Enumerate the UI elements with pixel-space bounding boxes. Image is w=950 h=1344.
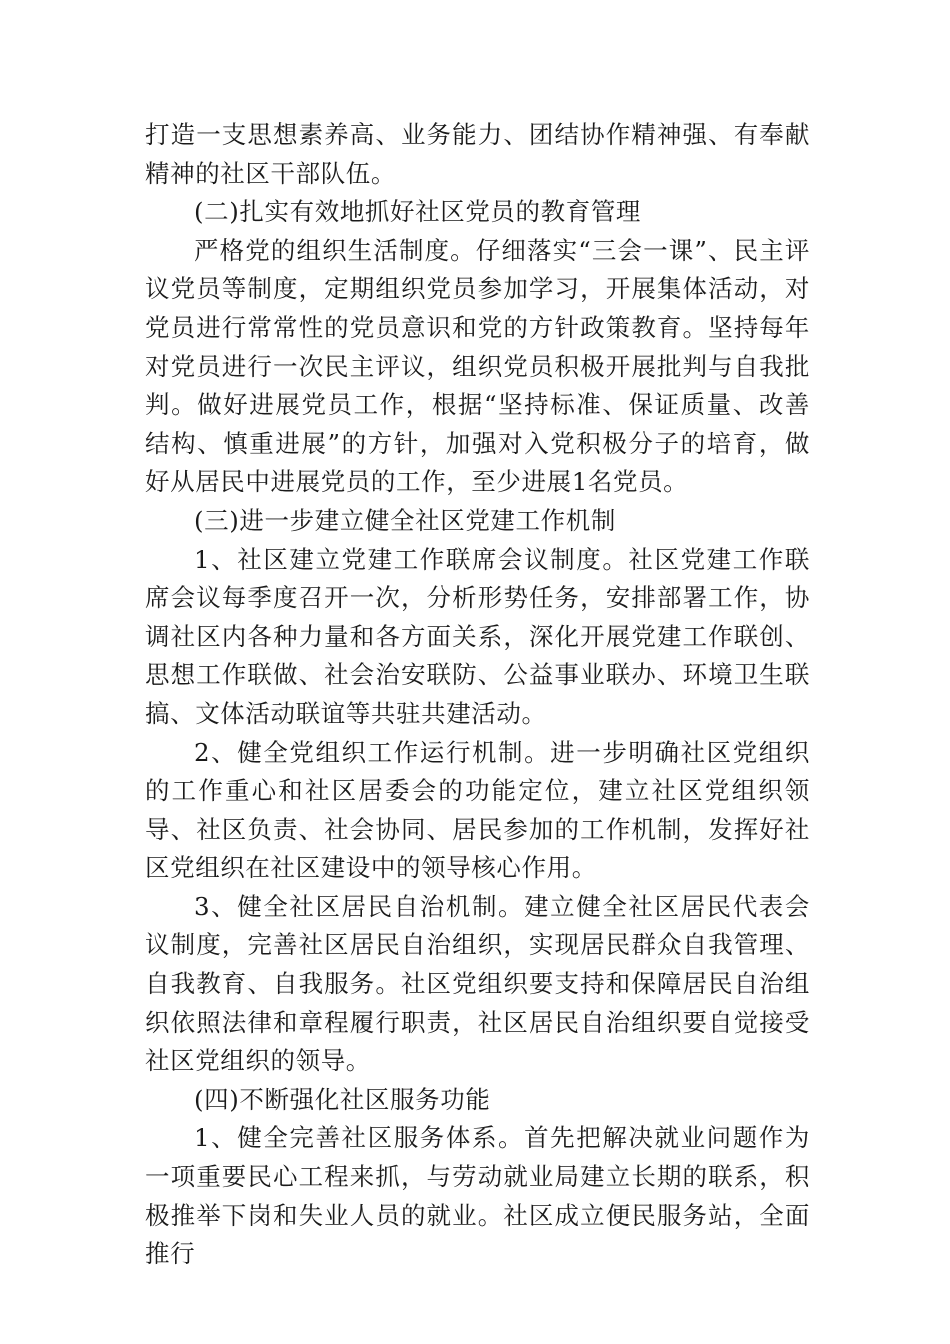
paragraph-joint-meeting-system: 1、社区建立党建工作联席会议制度。社区党建工作联席会议每季度召开一次，分析形势任务，安排部署工作，协调社区内各种力量和各方面关系，深化开展党建工作联创、思想工作联做、社会治安联防、公益事业联办、环境卫生联搞、文体活动联谊等共驻共建活动。 <box>145 544 810 728</box>
paragraph-continuation: 打造一支思想素养高、业务能力、团结协作精神强、有奉献精神的社区干部队伍。 <box>145 120 810 188</box>
section-heading-3: (三)进一步建立健全社区党建工作机制 <box>194 505 616 535</box>
paragraph-operation-mechanism: 2、健全党组织工作运行机制。进一步明确社区党组织的工作重心和社区居委会的功能定位，建立社区党组织领导、社区负责、社会协同、居民参加的工作机制，发挥好社区党组织在社区建设中的领导核心作用。 <box>145 737 810 883</box>
document-body <box>145 116 810 1274</box>
paragraph-party-member-education: 严格党的组织生活制度。仔细落实“三会一课”、民主评议党员等制度，定期组织党员参加学习，开展集体活动，对党员进行常常性的党员意识和党的方针政策教育。坚持每年对党员进行一次民主评议，组织党员积极开展批判与自我批判。做好进展党员工作，根据“坚持标准、保证质量、改善结构、慎重进展”的方针，加强对入党积极分子的培育，做好从居民中进展党员的工作，至少进展1名党员。 <box>145 235 810 497</box>
paragraph-service-system: 1、健全完善社区服务体系。首先把解决就业问题作为一项重要民心工程来抓，与劳动就业局建立长期的联系，积极推举下岗和失业人员的就业。社区成立便民服务站，全面推行 <box>145 1123 810 1269</box>
section-heading-4: (四)不断强化社区服务功能 <box>194 1084 491 1114</box>
paragraph-resident-autonomy: 3、健全社区居民自治机制。建立健全社区居民代表会议制度，完善社区居民自治组织，实现居民群众自我管理、自我教育、自我服务。社区党组织要支持和保障居民自治组织依照法律和章程履行职责，社区居民自治组织要自觉接受社区党组织的领导。 <box>145 891 810 1076</box>
section-heading-2: (二)扎实有效地抓好社区党员的教育管理 <box>194 197 642 227</box>
